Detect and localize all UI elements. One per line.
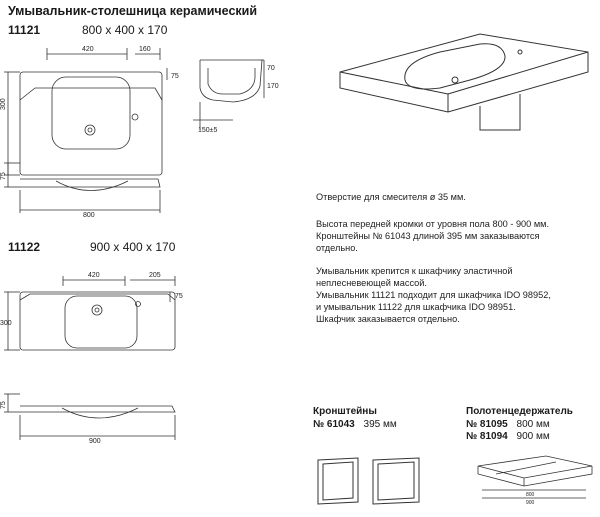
dim-a-side-depth: 75 [171, 73, 179, 80]
page-title: Умывальник-столешница керамический [8, 4, 258, 18]
dim-b-basin-width: 420 [88, 272, 100, 279]
dim-a-height: 300 [0, 98, 7, 110]
model-b-code: 11122 [8, 240, 41, 254]
dim-a-basin-width: 420 [82, 46, 94, 53]
model-b-top-view [0, 270, 200, 350]
dim-b-side-depth: 75 [175, 293, 183, 300]
dim-a-length: 800 [83, 212, 95, 219]
model-a-front-view [0, 155, 200, 225]
brackets-number: № 61043 [313, 419, 355, 430]
model-b-size: 900 x 400 x 170 [90, 240, 176, 254]
model-a-section-view [188, 48, 308, 143]
dim-b-length: 900 [89, 438, 101, 445]
dim-a-tap-offset: 160 [139, 46, 151, 53]
towel-holder-number-1: № 81095 [466, 419, 508, 430]
model-a-top-view [0, 40, 200, 145]
note-height-line-2: Кронштейны № 61043 длиной 395 мм заказываются [316, 231, 540, 241]
note-hole: Отверстие для смесителя ø 35 мм. [316, 192, 466, 202]
towel-holder-size-1: 800 мм [516, 419, 550, 430]
towel-holder-heading: Полотенцедержатель [466, 406, 573, 417]
model-a-size: 800 x 400 x 170 [82, 23, 168, 37]
towel-fig-label-800: 800 [526, 492, 535, 498]
note-height-line-1: Высота передней кромки от уровня пола 800 - 900 мм. [316, 219, 550, 229]
towel-holder-row-2 [466, 431, 550, 442]
towel-fig-label-900: 900 [526, 500, 535, 506]
brackets-row [313, 419, 397, 430]
note-mount-line-3: Умывальник 11121 подходит для шкафчика IDO 98952, [316, 290, 551, 300]
dim-a-front-depth: 75 [0, 172, 7, 180]
dim-b-tap-offset: 205 [149, 272, 161, 279]
note-mount-line-1: Умывальник крепится к шкафчику эластичной [316, 266, 513, 276]
dim-a-bowl-depth: 70 [267, 65, 275, 72]
note-height-line-3: отдельно. [316, 243, 358, 253]
brackets-length: 395 мм [363, 419, 397, 430]
dim-b-height: 300 [0, 320, 12, 327]
towel-holder-size-2: 900 мм [516, 431, 550, 442]
dim-a-bowl-offset: 150±5 [198, 127, 218, 134]
dim-a-total-depth: 170 [267, 83, 279, 90]
brackets-illustration [316, 452, 436, 512]
model-b-front-view [0, 390, 200, 450]
towel-holder-row-1 [466, 419, 550, 430]
model-a-code: 11121 [8, 23, 41, 37]
note-mount-line-4: и умывальник 11122 для шкафчика IDO 98951. [316, 302, 516, 312]
towel-holder-number-2: № 81094 [466, 431, 508, 442]
brackets-heading: Кронштейны [313, 406, 377, 417]
note-mount-line-5: Шкафчик заказывается отдельно. [316, 314, 460, 324]
note-mount-line-2: неплесневеющей массой. [316, 278, 427, 288]
dim-b-front-depth: 75 [0, 401, 7, 409]
towel-holder-illustration [476, 452, 596, 512]
basin-perspective-illustration [330, 22, 590, 162]
